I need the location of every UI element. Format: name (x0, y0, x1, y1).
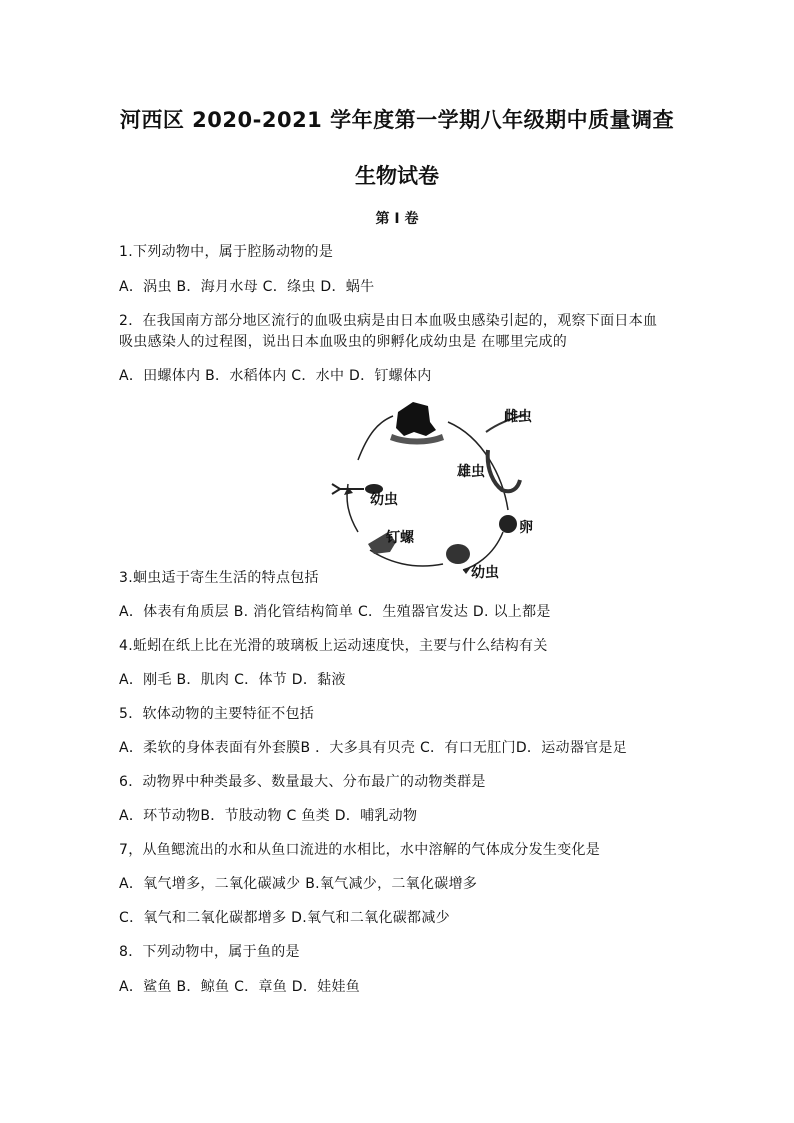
question-5-options: A．柔软的身体表面有外套膜B ．大多具有贝壳 C．有口无肛门D．运动器官是足 (119, 740, 628, 756)
label-male-worm: 雄虫 (457, 464, 485, 480)
exam-subtitle: 生物试卷 (355, 164, 439, 188)
section-label: 第 I 卷 (375, 211, 419, 227)
question-7-options: A．氧气增多，二氧化碳减少 B.氧气减少，二氧化碳增多 (119, 876, 478, 892)
question-2-stem: 2．在我国南方部分地区流行的血吸虫病是由日本血吸虫感染引起的，观察下面日本血 (119, 313, 658, 329)
question-8-options: A．鲨鱼 B．鲸鱼 C．章鱼 D．娃娃鱼 (119, 979, 361, 995)
question-3-options: A．体表有角质层 B. 消化管结构简单 C．生殖器官发达 D. 以上都是 (119, 604, 551, 620)
male-worm-icon (488, 450, 520, 491)
question-3-stem: 3.蛔虫适于寄生生活的特点包括 (119, 570, 319, 586)
question-6-options: A．环节动物B．节肢动物 C 鱼类 D．哺乳动物 (119, 808, 418, 824)
question-2-stem-cont: 吸虫感染人的过程图，说出日本血吸虫的卵孵化成幼虫是 在哪里完成的 (119, 334, 568, 350)
label-female-worm: 雌虫 (504, 409, 532, 425)
question-7-stem: 7，从鱼鳃流出的水和从鱼口流进的水相比，水中溶解的气体成分发生变化是 (119, 842, 601, 858)
exam-title: 河西区 2020-2021 学年度第一学期八年级期中质量调查 (119, 108, 675, 132)
question-8-stem: 8．下列动物中，属于鱼的是 (119, 944, 300, 960)
label-larva-left: 幼虫 (370, 492, 398, 508)
label-snail: 钉螺 (386, 530, 414, 546)
schistosoma-lifecycle-diagram (318, 392, 540, 584)
miracidium-icon (446, 544, 470, 564)
label-larva-bottom: 幼虫 (471, 565, 499, 581)
question-4-options: A．刚毛 B．肌肉 C．体节 D．黏液 (119, 672, 346, 688)
human-host-icon (390, 402, 444, 445)
question-5-stem: 5．软体动物的主要特征不包括 (119, 706, 315, 722)
question-2-options: A．田螺体内 B．水稻体内 C．水中 D．钉螺体内 (119, 368, 432, 384)
question-6-stem: 6．动物界中种类最多、数量最大、分布最广的动物类群是 (119, 774, 486, 790)
label-egg: 卵 (519, 520, 533, 536)
egg-icon (499, 515, 517, 533)
question-1-options: A．涡虫 B．海月水母 C．绦虫 D．蜗牛 (119, 279, 375, 295)
question-7-options-cont: C．氧气和二氧化碳都增多 D.氧气和二氧化碳都减少 (119, 910, 450, 926)
question-1-stem: 1.下列动物中，属于腔肠动物的是 (119, 244, 334, 260)
question-4-stem: 4.蚯蚓在纸上比在光滑的玻璃板上运动速度快，主要与什么结构有关 (119, 638, 548, 654)
